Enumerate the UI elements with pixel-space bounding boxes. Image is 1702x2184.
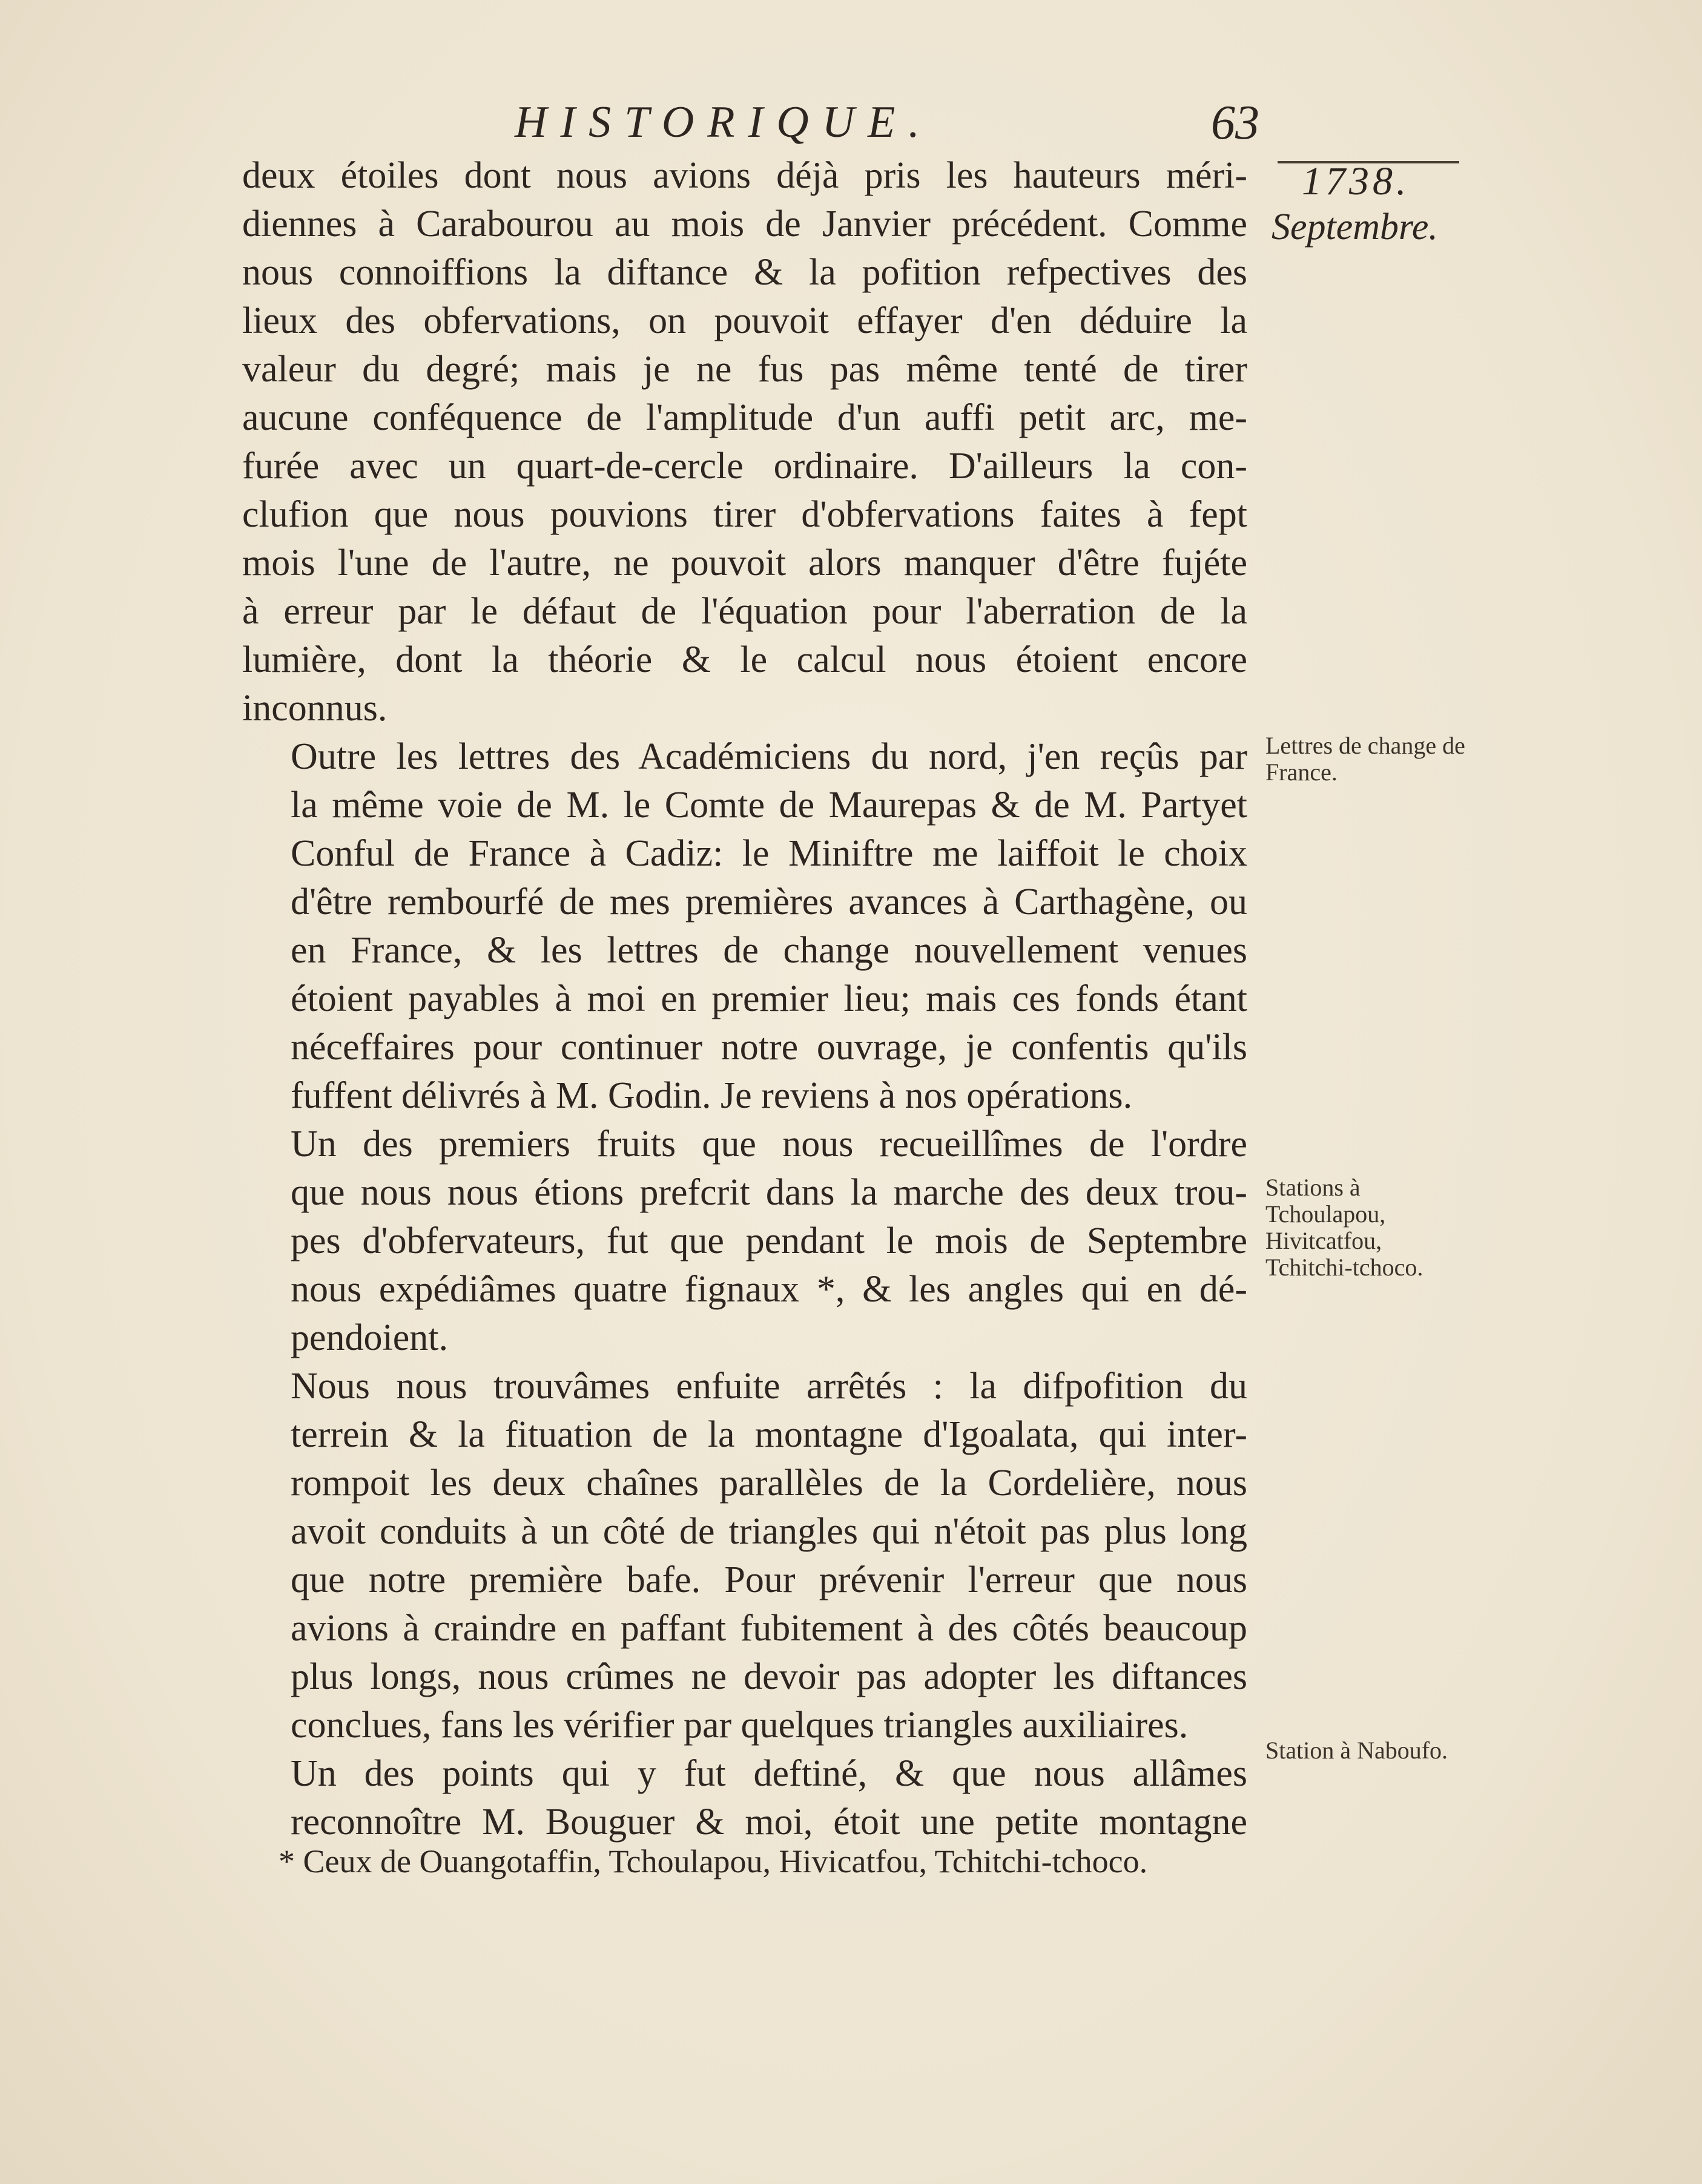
text-line: lieux des obfervations, on pouvoit effayer d'en déduire la [242, 300, 1247, 341]
text-line: mois l'une de l'autre, ne pouvoit alors manquer d'être fujéte [242, 542, 1247, 584]
text-line: clufion que nous pouvions tirer d'obfervations faites à fept [242, 494, 1247, 535]
text-line: deux étoiles dont nous avions déjà pris les hauteurs méri- [242, 155, 1247, 196]
margin-year: 1738. [1302, 159, 1410, 203]
text-line: Conful de France à Cadiz: le Miniftre me laiffoit le choix [291, 833, 1247, 874]
text-line: lumière, dont la théorie & le calcul nous étoient encore [242, 639, 1247, 680]
text-line: diennes à Carabourou au mois de Janvier précédent. Comme [242, 203, 1247, 245]
text-line: valeur du degré; mais je ne fus pas même tenté de tirer [242, 349, 1247, 390]
text-line: Nous nous trouvâmes enfuite arrêtés : la difpofition du [291, 1366, 1247, 1407]
text-line: la même voie de M. le Comte de Maurepas & de M. Partyet [291, 784, 1247, 826]
paragraph-4 [242, 1362, 1247, 1749]
body-text [242, 151, 1247, 1846]
text-line: en France, & les lettres de change nouvellement venues [291, 930, 1247, 971]
footnote: * Ceux de Ouangotaffin, Tchoulapou, Hivicatfou, Tchitchi-tchoco. [279, 1843, 1148, 1880]
text-line: terrein & la fituation de la montagne d'Igoalata, qui inter- [291, 1414, 1247, 1455]
paragraph-2 [242, 732, 1247, 1120]
paragraph-3 [242, 1120, 1247, 1362]
margin-note-station: Station à Naboufo. [1265, 1737, 1448, 1764]
paragraph-5 [242, 1749, 1247, 1846]
text-line: reconnoître M. Bouguer & moi, étoit une petite montagne [291, 1801, 1247, 1843]
text-line: d'être rembourfé de mes premières avances à Carthagène, ou [291, 881, 1247, 923]
text-line: furée avec un quart-de-cercle ordinaire. D'ailleurs la con- [242, 446, 1247, 487]
text-line: aucune conféquence de l'amplitude d'un auffi petit arc, me- [242, 397, 1247, 438]
text-line: conclues, fans les vérifier par quelques triangles auxiliaires. [291, 1705, 1189, 1746]
text-line: plus longs, nous crûmes ne devoir pas adopter les diftances [291, 1656, 1247, 1697]
text-line: inconnus. [242, 688, 388, 729]
text-line: avoit conduits à un côté de triangles qui n'étoit pas plus long [291, 1511, 1247, 1552]
margin-note-stations: Stations à Tchoulapou, Hivitcatfou, Tchitchi-tchoco. [1265, 1174, 1423, 1281]
text-line: fuffent délivrés à M. Godin. Je reviens à nos opérations. [291, 1075, 1133, 1116]
text-line: nous expédiâmes quatre fignaux *, & les angles qui en dé- [291, 1269, 1247, 1310]
text-line: rompoit les deux chaînes parallèles de la Cordelière, nous [291, 1462, 1247, 1504]
margin-month: Septembre. [1272, 206, 1438, 248]
text-line: avions à craindre en paffant fubitement à des côtés beaucoup [291, 1608, 1247, 1649]
text-line: néceffaires pour continuer notre ouvrage, je confentis qu'ils [291, 1027, 1247, 1068]
text-line: Un des premiers fruits que nous recueillîmes de l'ordre [291, 1123, 1247, 1165]
text-line: à erreur par le défaut de l'équation pour l'aberration de la [242, 591, 1247, 632]
text-line: que nous nous étions prefcrit dans la marche des deux trou- [291, 1172, 1247, 1213]
text-line: Un des points qui y fut deftiné, & que nous allâmes [291, 1753, 1247, 1794]
text-line: Outre les lettres des Académiciens du nord, j'en reçûs par [291, 736, 1247, 777]
text-line: nous connoiffions la diftance & la pofition refpectives des [242, 252, 1247, 293]
text-line: pes d'obfervateurs, fut que pendant le mois de Septembre [291, 1220, 1247, 1261]
text-line: que notre première bafe. Pour prévenir l'erreur que nous [291, 1559, 1247, 1600]
text-line: étoient payables à moi en premier lieu; mais ces fonds étant [291, 978, 1247, 1019]
page-number: 63 [1211, 96, 1259, 150]
page-header [242, 91, 1259, 157]
paragraph-1 [242, 151, 1247, 732]
margin-note-lettres: Lettres de change de France. [1265, 732, 1465, 786]
text-line: pendoient. [291, 1317, 448, 1358]
running-title: HISTORIQUE. [515, 97, 933, 147]
